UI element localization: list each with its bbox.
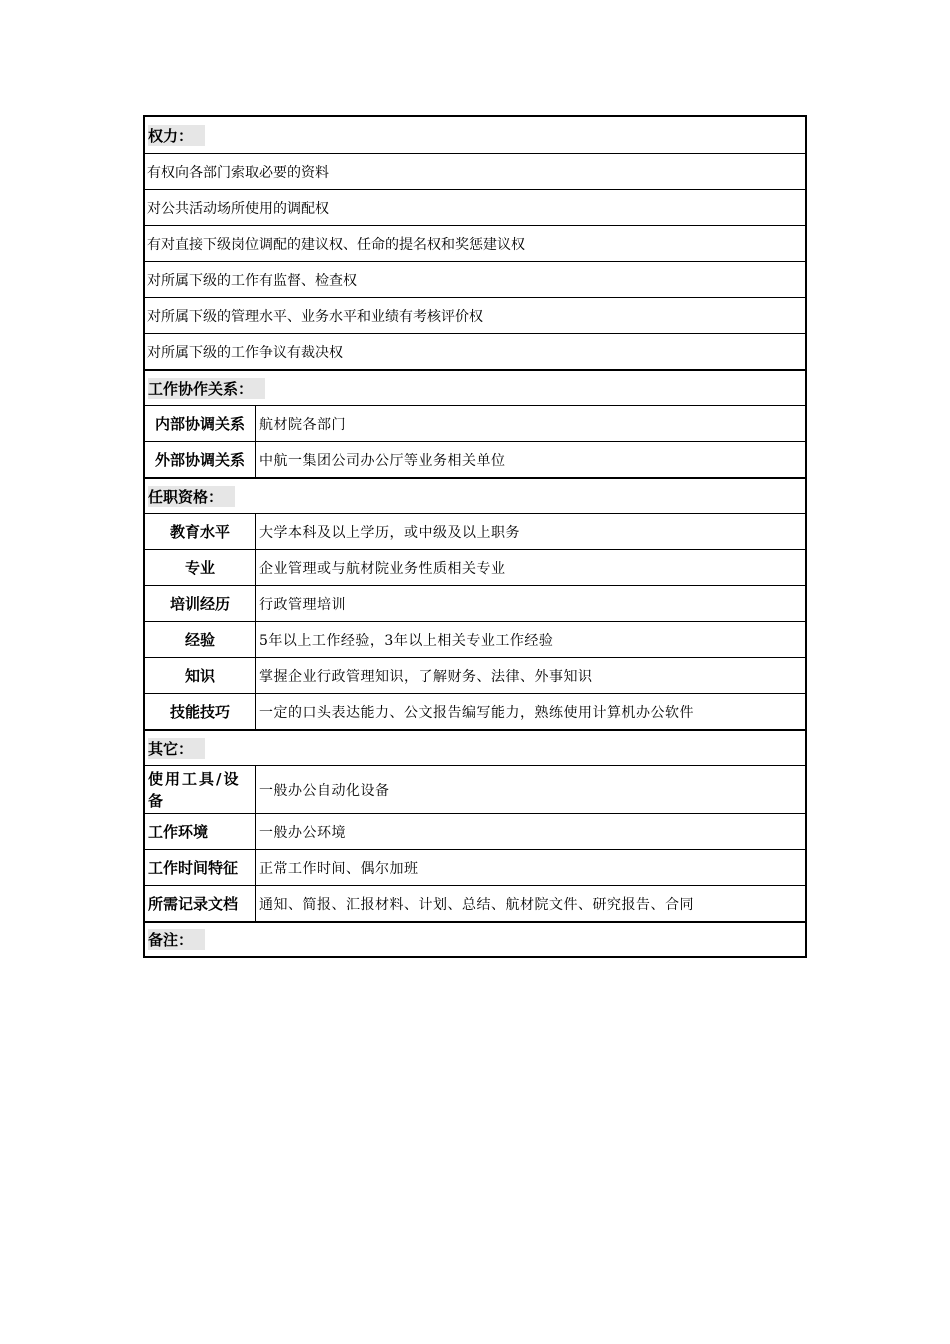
qualification-value: 一定的口头表达能力、公文报告编写能力，熟练使用计算机办公软件 [259, 704, 694, 721]
qualification-label: 教育水平 [145, 514, 256, 549]
cooperation-row [145, 441, 805, 477]
qualification-row [145, 693, 805, 729]
cooperation-value: 中航一集团公司办公厅等业务相关单位 [259, 452, 506, 469]
other-row [145, 885, 805, 921]
qualification-label: 技能技巧 [145, 694, 256, 729]
remarks-section-header [145, 921, 805, 956]
cooperation-section-header [145, 369, 805, 405]
qualification-value: 企业管理或与航材院业务性质相关专业 [259, 560, 506, 577]
qualifications-heading: 任职资格： [145, 479, 235, 513]
other-label: 使用工具/设备 [145, 766, 256, 813]
qualification-label: 培训经历 [145, 586, 256, 621]
qualification-value: 大学本科及以上学历，或中级及以上职务 [259, 524, 520, 541]
authority-item: 对所属下级的工作有监督、检查权 [147, 272, 357, 289]
qualification-row [145, 657, 805, 693]
cooperation-label: 外部协调关系 [145, 442, 256, 477]
authority-item: 有对直接下级岗位调配的建议权、任命的提名权和奖惩建议权 [147, 236, 525, 253]
authority-row [145, 225, 805, 261]
authority-item: 有权向各部门索取必要的资料 [147, 164, 329, 181]
job-description-table [143, 115, 807, 958]
authority-row [145, 333, 805, 369]
qualification-value: 行政管理培训 [259, 596, 346, 613]
qualification-label: 专业 [145, 550, 256, 585]
remarks-heading: 备注： [145, 923, 205, 956]
other-label: 工作时间特征 [145, 850, 256, 885]
other-value: 正常工作时间、偶尔加班 [259, 860, 419, 877]
qualification-value: 5年以上工作经验，3年以上相关专业工作经验 [259, 632, 554, 649]
other-section-header [145, 729, 805, 765]
qualification-label: 知识 [145, 658, 256, 693]
qualification-row [145, 549, 805, 585]
qualification-row [145, 621, 805, 657]
qualification-row [145, 513, 805, 549]
other-value: 通知、简报、汇报材料、计划、总结、航材院文件、研究报告、合同 [259, 896, 694, 913]
authority-item: 对所属下级的管理水平、业务水平和业绩有考核评价权 [147, 308, 483, 325]
cooperation-value: 航材院各部门 [259, 416, 346, 433]
other-value: 一般办公环境 [259, 824, 346, 841]
authority-heading: 权力： [145, 117, 205, 153]
other-row [145, 765, 805, 813]
other-heading: 其它： [145, 731, 205, 765]
authority-row [145, 189, 805, 225]
qualification-value: 掌握企业行政管理知识，了解财务、法律、外事知识 [259, 668, 593, 685]
qualifications-section-header [145, 477, 805, 513]
other-row [145, 813, 805, 849]
authority-item: 对所属下级的工作争议有裁决权 [147, 344, 343, 361]
authority-row [145, 153, 805, 189]
qualification-label: 经验 [145, 622, 256, 657]
other-label: 工作环境 [145, 814, 256, 849]
qualification-row [145, 585, 805, 621]
cooperation-heading: 工作协作关系： [145, 371, 265, 405]
cooperation-row [145, 405, 805, 441]
other-value: 一般办公自动化设备 [259, 782, 390, 799]
other-row [145, 849, 805, 885]
cooperation-label: 内部协调关系 [145, 406, 256, 441]
authority-item: 对公共活动场所使用的调配权 [147, 200, 329, 217]
authority-row [145, 297, 805, 333]
authority-row [145, 261, 805, 297]
authority-section-header [145, 117, 805, 153]
other-label: 所需记录文档 [145, 886, 256, 921]
